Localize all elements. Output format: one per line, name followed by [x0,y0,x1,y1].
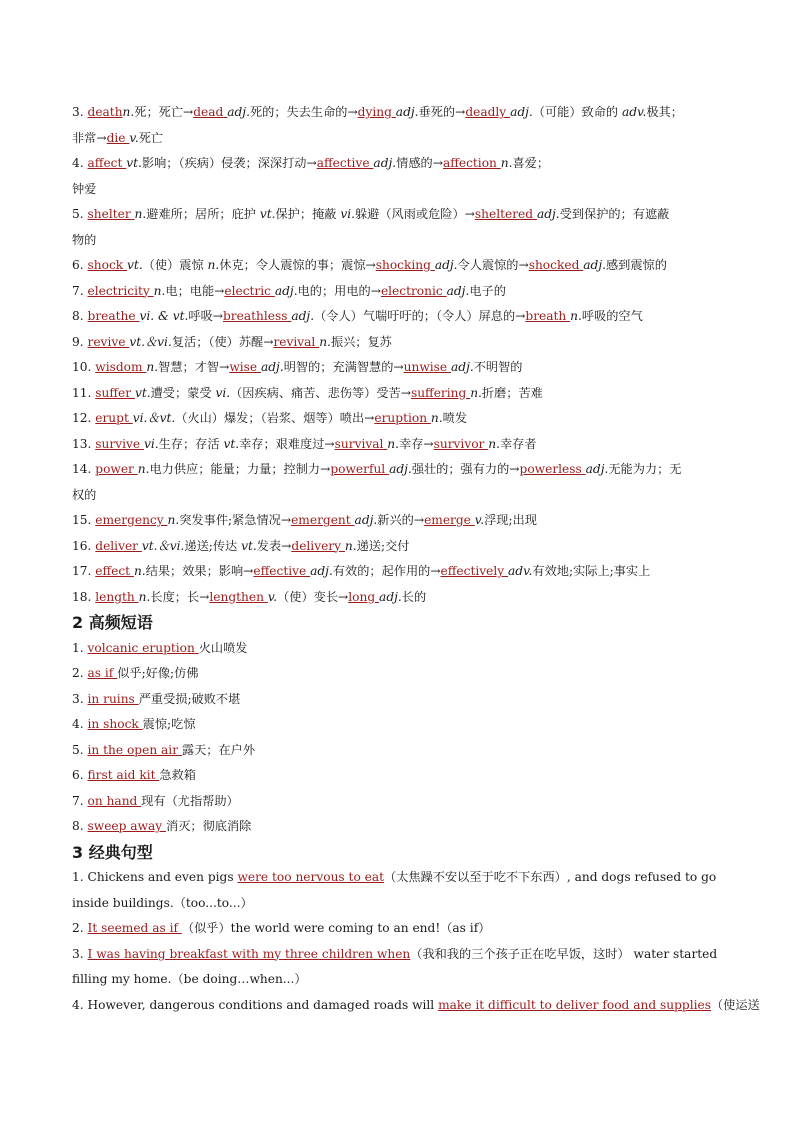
item-number: 12. [72,411,92,425]
part-of-speech: adj. [583,258,606,272]
definition-text: （似乎）the world were coming to an end!（as if） [181,921,491,935]
answer-term: I was having breakfast with my three children when [87,946,411,961]
answer-term: power [95,462,138,476]
part-of-speech: n. [146,360,159,374]
part-of-speech: vt. [126,156,142,170]
part-of-speech: adv. [508,564,533,578]
answer-term: lengthen [209,589,268,604]
definition-text: 生存；存活 [158,436,224,451]
part-of-speech: n. [470,385,482,400]
sentence-entry [72,916,732,942]
answer-term: deliver [95,538,142,553]
definition-text: 死；死亡→ [134,105,194,119]
answer-term: in the open air [87,742,182,757]
part-of-speech: adj. [446,283,470,298]
definition-text: 电；电能→ [165,283,225,298]
definition-text: 智慧；才智→ [158,360,230,374]
vocab-entry [72,304,732,330]
part-of-speech: adj. [373,156,397,170]
part-of-speech: adj. [395,105,419,119]
definition-text: （火山）爆发；（岩浆、烟等）喷出→ [175,411,375,425]
definition-text: （使）震惊 [142,258,208,272]
phrase-entry [72,763,732,789]
vocab-entry-continuation [72,483,732,509]
definition-text: 钟爱 [72,181,97,196]
definition-text: 消灭；彻底消除 [166,819,252,833]
item-number: 4. [72,717,84,731]
answer-term: die [106,130,130,145]
answer-term: effectively [440,564,509,578]
part-of-speech: n. [319,334,331,349]
answer-term: dead [193,105,228,119]
part-of-speech: adj. [274,283,298,298]
item-number: 7. [72,283,84,298]
item-number: 14. [72,462,92,476]
definition-text: 有效地;实际上;事实上 [532,564,651,578]
definition-text: 震惊;吃惊 [142,717,196,731]
answer-term: emergency [95,513,168,527]
vocab-entry [72,100,732,126]
phrase-entry [72,814,732,840]
sentence-entry [72,993,760,1019]
definition-text: 喷发 [442,411,468,425]
phrase-entry [72,789,732,815]
answer-term: delivery [291,538,345,553]
answer-term: long [348,589,380,604]
item-number: 6. [72,768,84,782]
vocab-entry [72,381,732,407]
answer-term: make it difficult to deliver food and supplies [438,997,711,1012]
answer-term: shock [87,258,128,272]
vocab-entry [72,279,732,305]
definition-text: However, dangerous conditions and damaged roads will [87,997,439,1012]
definition-text: 振兴；复苏 [330,334,392,349]
part-of-speech: vt. [127,258,143,272]
definition-text: 躲避（风雨或危险）→ [355,207,475,221]
definition-text: 不明智的 [473,360,523,374]
vocab-entry [72,508,732,534]
definition-text: 电子的 [469,283,506,298]
part-of-speech: adj. [389,462,412,476]
definition-text: 遭受；蒙受 [150,385,216,400]
answer-term: suffer [95,385,135,400]
definition-text: filling my home.（be doing…when...） [72,972,307,986]
definition-text: 幸存者 [499,436,537,451]
vocab-entry [72,585,732,611]
answer-term: effect [95,564,134,578]
phrase-entry [72,738,732,764]
section-heading-sentences: 3 经典句型 [72,842,153,862]
definition-text: 死的；失去生命的→ [249,105,358,119]
definition-text: 死亡 [138,130,164,145]
part-of-speech: vt. [259,207,276,221]
item-number: 17. [72,564,92,578]
answer-term: affection [442,156,501,170]
definition-text: 露天；在户外 [181,742,256,757]
answer-term: electricity [87,283,154,298]
part-of-speech: vi.＆vt. [132,411,176,425]
sentence-entry-continuation [72,891,732,917]
part-of-speech: adj. [585,462,609,476]
part-of-speech: adj. [310,564,333,578]
definition-text: （我和我的三个孩子正在吃早饭，这时） water started [410,946,718,961]
part-of-speech: n. [134,207,147,221]
definition-text: 非常→ [72,130,107,145]
definition-text: 喜爱； [512,156,550,170]
item-number: 10. [72,360,92,374]
document-page [72,100,760,1018]
vocab-entry [72,355,732,381]
definition-text: Chickens and even pigs [87,870,238,884]
definition-text: 递送;交付 [356,538,410,553]
definition-text: 长的 [401,589,427,604]
part-of-speech: adj. [379,589,402,604]
answer-term: volcanic eruption [87,640,199,655]
part-of-speech: v. [474,513,485,527]
definition-text: 长度；长→ [150,589,210,604]
answer-term: eruption [374,411,431,425]
answer-term: powerless [519,462,586,476]
part-of-speech: vt. [241,538,257,553]
answer-term: survival [334,436,388,451]
part-of-speech: adj. [291,309,315,323]
section-heading-phrases: 2 高频短语 [72,613,153,632]
item-number: 7. [72,793,84,808]
definition-text: 新兴的→ [377,513,425,527]
answer-term: death [87,105,123,119]
definition-text: 明智的；充满智慧的→ [283,360,404,374]
item-number: 16. [72,538,92,553]
part-of-speech: n. [344,538,357,553]
definition-text: 电的；用电的→ [297,283,381,298]
definition-text: 火山喷发 [198,640,248,655]
answer-term: in shock [87,717,143,731]
definition-text: （使）变长→ [277,589,349,604]
definition-text: （令人）气喘吁吁的；（令人）屏息的→ [314,309,526,323]
vocab-entry [72,151,732,177]
answer-term: survivor [433,436,489,451]
item-number: 1. [72,870,84,884]
part-of-speech: vt.＆vi. [129,334,172,349]
definition-text: （因疾病、痛苦、悲伤等）受苦→ [230,385,411,400]
definition-text: inside buildings.（too...to...） [72,895,253,910]
answer-term: suffering [410,385,471,400]
item-number: 18. [72,589,92,604]
definition-text: 休克；令人震惊的事；震惊→ [219,258,376,272]
phrase-entry [72,661,732,687]
vocab-entry-continuation [72,228,732,254]
answer-term: in ruins [87,691,139,706]
definition-text: 呼吸的空气 [581,309,643,323]
part-of-speech: adj. [510,105,533,119]
part-of-speech: adj. [354,513,378,527]
definition-text: 浮现;出现 [484,513,537,527]
definition-text: 物的 [72,232,97,247]
part-of-speech: n. [207,258,220,272]
answer-term: powerful [330,462,390,476]
definition-text: 保护；掩蔽 [275,207,341,221]
item-number: 5. [72,207,84,221]
answer-term: sweep away [87,819,167,833]
sentence-entry-continuation [72,967,732,993]
part-of-speech: adj. [451,360,474,374]
answer-term: length [95,589,139,604]
item-number: 4. [72,997,84,1012]
definition-text: 似乎;好像;仿佛 [117,666,199,680]
definition-text: 情感的→ [396,156,443,170]
sentence-entry [72,942,732,968]
item-number: 3. [72,691,84,706]
answer-term: shocked [528,258,584,272]
answer-term: survive [95,436,144,451]
answer-term: affective [316,156,374,170]
answer-term: on hand [87,793,142,808]
answer-term: breath [525,309,571,323]
definition-text: 有效的；起作用的→ [332,564,441,578]
sentence-entry [72,865,732,891]
part-of-speech: n. [153,283,166,298]
part-of-speech: vi. & vt. [139,309,189,323]
answer-term: wise [229,360,261,374]
item-number: 3. [72,946,84,961]
definition-text: 急救箱 [159,768,196,782]
definition-text: 受到保护的；有遮蔽 [559,207,670,221]
vocab-entry [72,330,732,356]
part-of-speech: vi. [340,207,355,221]
answer-term: revival [273,334,320,349]
part-of-speech: adj. [434,258,458,272]
vocab-entry [72,202,732,228]
item-number: 1. [72,640,84,655]
definition-text: 幸存→ [399,436,434,451]
item-number: 13. [72,436,92,451]
answer-term: as if [87,666,118,680]
definition-text: 极其； [646,105,683,119]
part-of-speech: vi. [215,385,231,400]
definition-text: 电力供应；能量；力量；控制力→ [149,462,331,476]
item-number: 3. [72,105,84,119]
answer-term: first aid kit [87,768,160,782]
definition-text: 无能为力；无 [608,462,682,476]
answer-term: affect [87,156,127,170]
part-of-speech: v. [267,589,278,604]
item-number: 5. [72,742,84,757]
item-number: 2. [72,921,84,935]
item-number: 8. [72,309,84,323]
answer-term: emergent [291,513,355,527]
item-number: 2. [72,666,84,680]
definition-text: 感到震惊的 [605,258,667,272]
answer-term: emerge [424,513,475,527]
answer-term: unwise [403,360,451,374]
phrase-list [72,636,732,840]
answer-term: wisdom [95,360,147,374]
definition-text: （使运送 [711,997,760,1012]
part-of-speech: adj. [227,105,250,119]
answer-term: shelter [87,207,135,221]
part-of-speech: adj. [260,360,284,374]
definition-text: 幸存；艰难度过→ [239,436,335,451]
vocab-entry [72,406,732,432]
answer-term: breathless [222,309,292,323]
definition-text: 严重受损;破败不堪 [138,691,241,706]
answer-term: shocking [375,258,435,272]
part-of-speech: n. [133,564,146,578]
part-of-speech: n. [430,411,443,425]
answer-term: were too nervous to eat [237,870,385,884]
vocab-entry [72,534,732,560]
sentence-pattern-list [72,865,760,1018]
definition-text: 权的 [72,487,97,502]
part-of-speech: adj. [536,207,560,221]
vocab-entry [72,253,732,279]
part-of-speech: n. [500,156,513,170]
definition-text: （可能）致命的 [532,105,622,119]
phrase-entry [72,687,732,713]
part-of-speech: n. [167,513,180,527]
definition-text: 结果；效果；影响→ [145,564,254,578]
definition-text: 影响；（疾病）侵袭；深深打动→ [141,156,317,170]
vocab-entry [72,457,732,483]
definition-text: 现有（尤指帮助） [141,793,239,808]
answer-term: dying [357,105,396,119]
answer-term: It seemed as if [87,921,182,935]
definition-text: （太焦躁不安以至于吃不下东西）, and dogs refused to go [384,870,717,884]
definition-text: 避难所；居所；庇护 [146,207,260,221]
phrase-entry [72,712,732,738]
phrase-entry [72,636,732,662]
definition-text: 垂死的→ [418,105,466,119]
answer-term: breathe [87,309,140,323]
definition-text: 发表→ [256,538,292,553]
part-of-speech: n. [387,436,400,451]
part-of-speech: adv. [621,105,647,119]
vocab-entry-continuation [72,177,732,203]
part-of-speech: n. [570,309,582,323]
item-number: 8. [72,819,84,833]
definition-text: 强壮的；强有力的→ [411,462,520,476]
vocabulary-list [72,100,732,610]
part-of-speech: n. [138,589,151,604]
item-number: 6. [72,258,84,272]
answer-term: electronic [380,283,447,298]
part-of-speech: n. [488,436,500,451]
item-number: 15. [72,513,92,527]
part-of-speech: vi. [143,436,159,451]
definition-text: 突发事件;紧急情况→ [179,513,292,527]
part-of-speech: vt.＆vi. [141,538,185,553]
part-of-speech: n. [122,105,135,119]
definition-text: 复活；（使）苏醒→ [171,334,274,349]
part-of-speech: v. [129,130,139,145]
answer-term: electric [224,283,275,298]
vocab-entry [72,432,732,458]
definition-text: 呼吸→ [188,309,223,323]
answer-term: sheltered [474,207,537,221]
part-of-speech: vt. [134,385,151,400]
vocab-entry-continuation [72,126,732,152]
item-number: 9. [72,334,84,349]
definition-text: 折磨；苦难 [481,385,543,400]
item-number: 4. [72,156,84,170]
definition-text: 令人震惊的→ [457,258,529,272]
answer-term: erupt [95,411,133,425]
part-of-speech: n. [137,462,150,476]
answer-term: effective [253,564,311,578]
answer-term: revive [87,334,130,349]
item-number: 11. [72,385,92,400]
definition-text: 递送;传达 [184,538,242,553]
answer-term: deadly [465,105,511,119]
vocab-entry [72,559,732,585]
part-of-speech: vt. [223,436,240,451]
